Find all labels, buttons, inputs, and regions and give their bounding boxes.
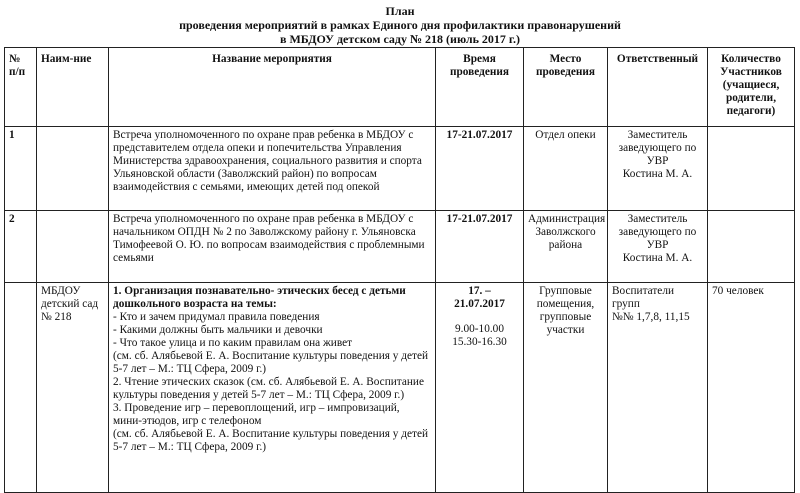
row-count [708, 211, 795, 283]
event-item: (см. сб. Алябьевой Е. А. Воспитание культуры поведения у детей 5-7 лет – М.: ТЦ Сфера, 2009 г.) [113, 428, 429, 453]
col-header-place: Место проведения [524, 48, 608, 127]
row-count [708, 127, 795, 211]
table-row [5, 283, 795, 493]
col-header-name: Наим-ние [37, 48, 109, 127]
event-item: - Какими должны быть мальчики и девочки [113, 324, 323, 336]
row-event: Встреча уполномоченного по охране прав ребенка в МБДОУ с представителем отдела опеки и попечительства Управления Министерства здравоохранения, социального развития и спорта Ульяновской области (Заволжский район) по вопросам взаимодействия с семьями, имеющих детей под опекой [109, 127, 436, 211]
row-num: 1 [5, 127, 37, 211]
events-table [4, 47, 795, 493]
event-heading: 1. Организация познавательно- этических бесед с детьми дошкольного возраста на темы: [113, 285, 406, 310]
event-item: - Что такое улица и по каким правилам она живет [113, 337, 353, 349]
title-line-3: в МБДОУ детском саду № 218 (июль 2017 г.) [279, 32, 521, 46]
row-time [436, 283, 524, 493]
event-item: 2. Чтение этических сказок (см. сб. Алябьевой Е. А. Воспитание культуры поведения у детей 5-7 лет – М.: ТЦ Сфера, 2009 г.) [113, 376, 424, 401]
row-count: 70 человек [708, 283, 795, 493]
col-header-time: Время проведения [436, 48, 524, 127]
row-resp: Воспитатели групп №№ 1,7,8, 11,15 [608, 283, 708, 493]
event-item: 3. Проведение игр – перевоплощений, игр – импровизаций, мини-этюдов, игр с телефоном [113, 402, 400, 427]
row-time: 17-21.07.2017 [436, 127, 524, 211]
table-row [5, 127, 795, 211]
title-line-2: проведения мероприятий в рамках Единого дня профилактики правонарушений [179, 18, 621, 32]
col-header-count: Количество Участников (учащиеся, родители, педагоги) [708, 48, 795, 127]
row-num [5, 283, 37, 493]
row-name [37, 127, 109, 211]
table-header-row [5, 48, 795, 127]
title-line-1: План [385, 4, 415, 18]
document-title [0, 4, 800, 46]
row-name [37, 211, 109, 283]
row-place: Групповые помещения, групповые участки [524, 283, 608, 493]
row-time: 17-21.07.2017 [436, 211, 524, 283]
col-header-resp: Ответственный [608, 48, 708, 127]
row-resp: Заместитель заведующего по УВР Костина М. А. [608, 127, 708, 211]
time-date: 17. – 21.07.2017 [454, 285, 505, 310]
event-item: (см. сб. Алябьевой Е. А. Воспитание культуры поведения у детей 5-7 лет – М.: ТЦ Сфера, 2009 г.) [113, 350, 429, 375]
row-name: МБДОУ детский сад № 218 [37, 283, 109, 493]
col-header-event: Название мероприятия [109, 48, 436, 127]
table-row [5, 211, 795, 283]
row-resp: Заместитель заведующего по УВР Костина М. А. [608, 211, 708, 283]
row-place: Администрация Заволжского района [524, 211, 608, 283]
row-num: 2 [5, 211, 37, 283]
row-event [109, 283, 436, 493]
row-place: Отдел опеки [524, 127, 608, 211]
event-item: - Кто и зачем придумал правила поведения [113, 311, 320, 323]
time-hours: 9.00-10.00 15.30-16.30 [452, 323, 507, 348]
row-event: Встреча уполномоченного по охране прав ребенка в МБДОУ с начальником ОПДН № 2 по Заволжскому району г. Ульяновска Тимофеевой О. Ю. по вопросам взаимодействия с проблемными семьями [109, 211, 436, 283]
col-header-num: № п/п [5, 48, 37, 127]
